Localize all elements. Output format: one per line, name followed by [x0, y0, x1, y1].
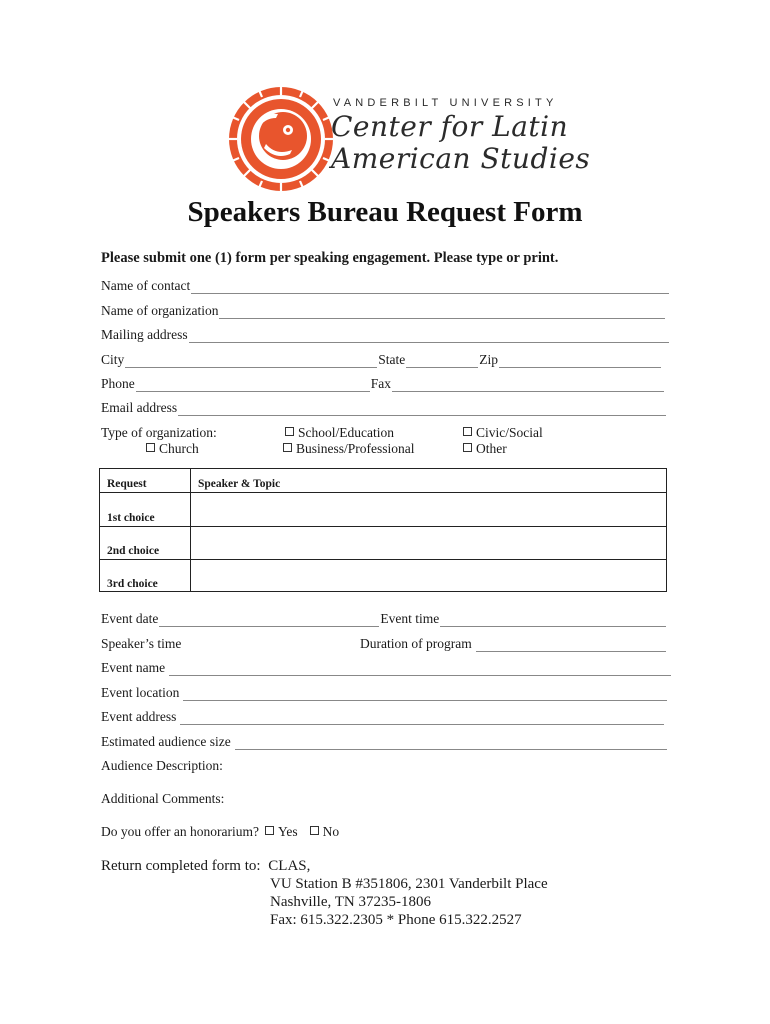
mailing-row [101, 327, 670, 343]
return-address-line1: VU Station B #351806, 2301 Vanderbilt Place [270, 876, 548, 892]
organization-label: Name of organization [101, 303, 219, 318]
checkbox-icon[interactable] [146, 443, 155, 452]
org-option-other[interactable]: Other [463, 441, 507, 457]
organization-row [101, 303, 666, 319]
email-field[interactable] [178, 404, 666, 416]
phone-label: Phone [101, 376, 135, 391]
speaker-time-row [101, 636, 181, 652]
event-time-label: Event time [380, 611, 440, 626]
return-contact: Fax: 615.322.2305 * Phone 615.322.2527 [270, 912, 522, 928]
header-speaker-topic: Speaker & Topic [198, 478, 281, 490]
email-row [101, 400, 667, 416]
city-label: City [101, 352, 125, 367]
return-org: CLAS, [268, 858, 311, 874]
event-address-field[interactable] [180, 713, 664, 725]
city-field[interactable] [125, 356, 377, 368]
zip-field[interactable] [499, 356, 661, 368]
phone-field[interactable] [136, 380, 370, 392]
speaker-choice-table [99, 468, 667, 592]
honorarium-no[interactable]: No [310, 824, 340, 840]
audience-size-row [101, 734, 668, 750]
event-location-field[interactable] [183, 689, 667, 701]
return-address-line2: Nashville, TN 37235-1806 [270, 894, 431, 910]
form-instructions: Please submit one (1) form per speaking engagement. Please type or print. [101, 250, 559, 266]
choice-label: 2nd choice [107, 545, 160, 557]
comments-row [101, 791, 224, 807]
comments-label: Additional Comments: [101, 791, 225, 806]
org-type-label: Type of organization: [101, 425, 217, 440]
fax-label: Fax [370, 376, 391, 391]
checkbox-icon[interactable] [265, 826, 274, 835]
mailing-field[interactable] [189, 331, 669, 343]
checkbox-icon[interactable] [463, 427, 472, 436]
event-name-field[interactable] [169, 664, 671, 676]
honorarium-label: Do you offer an honorarium? [101, 824, 259, 839]
center-name-line1: Center for Latin [331, 110, 569, 143]
audience-description-label: Audience Description: [101, 758, 223, 773]
state-label: State [378, 352, 406, 367]
choice-label: 1st choice [107, 512, 155, 524]
event-date-label: Event date [101, 611, 159, 626]
audience-size-label: Estimated audience size [101, 734, 231, 749]
clas-logo [226, 84, 591, 194]
org-option-school[interactable]: School/Education [285, 425, 394, 441]
header-request: Request [107, 478, 147, 490]
table-row[interactable] [100, 493, 666, 527]
form-title: Speakers Bureau Request Form [187, 196, 583, 228]
center-name-line2: American Studies [331, 142, 591, 175]
checkbox-icon[interactable] [283, 443, 292, 452]
event-address-label: Event address [101, 709, 177, 724]
table-header-row [100, 469, 666, 493]
clas-seal-icon [226, 84, 336, 194]
contact-field[interactable] [191, 282, 669, 294]
org-option-church[interactable]: Church [146, 441, 199, 457]
state-field[interactable] [406, 356, 478, 368]
choice-label: 3rd choice [107, 578, 158, 590]
event-date-row [101, 611, 667, 627]
honorarium-row [101, 824, 339, 840]
event-address-row [101, 709, 665, 725]
organization-field[interactable] [219, 307, 665, 319]
email-label: Email address [101, 400, 178, 415]
phone-row [101, 376, 665, 392]
return-label: Return completed form to: [101, 858, 261, 874]
checkbox-icon[interactable] [285, 427, 294, 436]
contact-label: Name of contact [101, 278, 191, 293]
org-option-civic[interactable]: Civic/Social [463, 425, 543, 441]
duration-row [360, 636, 667, 652]
contact-row [101, 278, 670, 294]
org-option-business[interactable]: Business/Professional [283, 441, 415, 457]
duration-field[interactable] [476, 640, 666, 652]
event-date-field[interactable] [159, 615, 379, 627]
table-row[interactable] [100, 527, 666, 560]
audience-size-field[interactable] [235, 738, 667, 750]
mailing-label: Mailing address [101, 327, 188, 342]
event-name-row [101, 660, 672, 676]
fax-field[interactable] [392, 380, 664, 392]
table-row[interactable] [100, 560, 666, 591]
return-info [101, 857, 310, 875]
checkbox-icon[interactable] [310, 826, 319, 835]
event-time-field[interactable] [440, 615, 666, 627]
event-name-label: Event name [101, 660, 166, 675]
speaker-time-label: Speaker’s time [101, 636, 182, 651]
audience-description-row [101, 758, 223, 774]
city-row [101, 352, 662, 368]
duration-label: Duration of program [360, 636, 472, 651]
honorarium-yes[interactable]: Yes [265, 824, 298, 840]
zip-label: Zip [479, 352, 499, 367]
checkbox-icon[interactable] [463, 443, 472, 452]
event-location-row [101, 685, 668, 701]
university-name: VANDERBILT UNIVERSITY [333, 97, 558, 109]
event-location-label: Event location [101, 685, 180, 700]
